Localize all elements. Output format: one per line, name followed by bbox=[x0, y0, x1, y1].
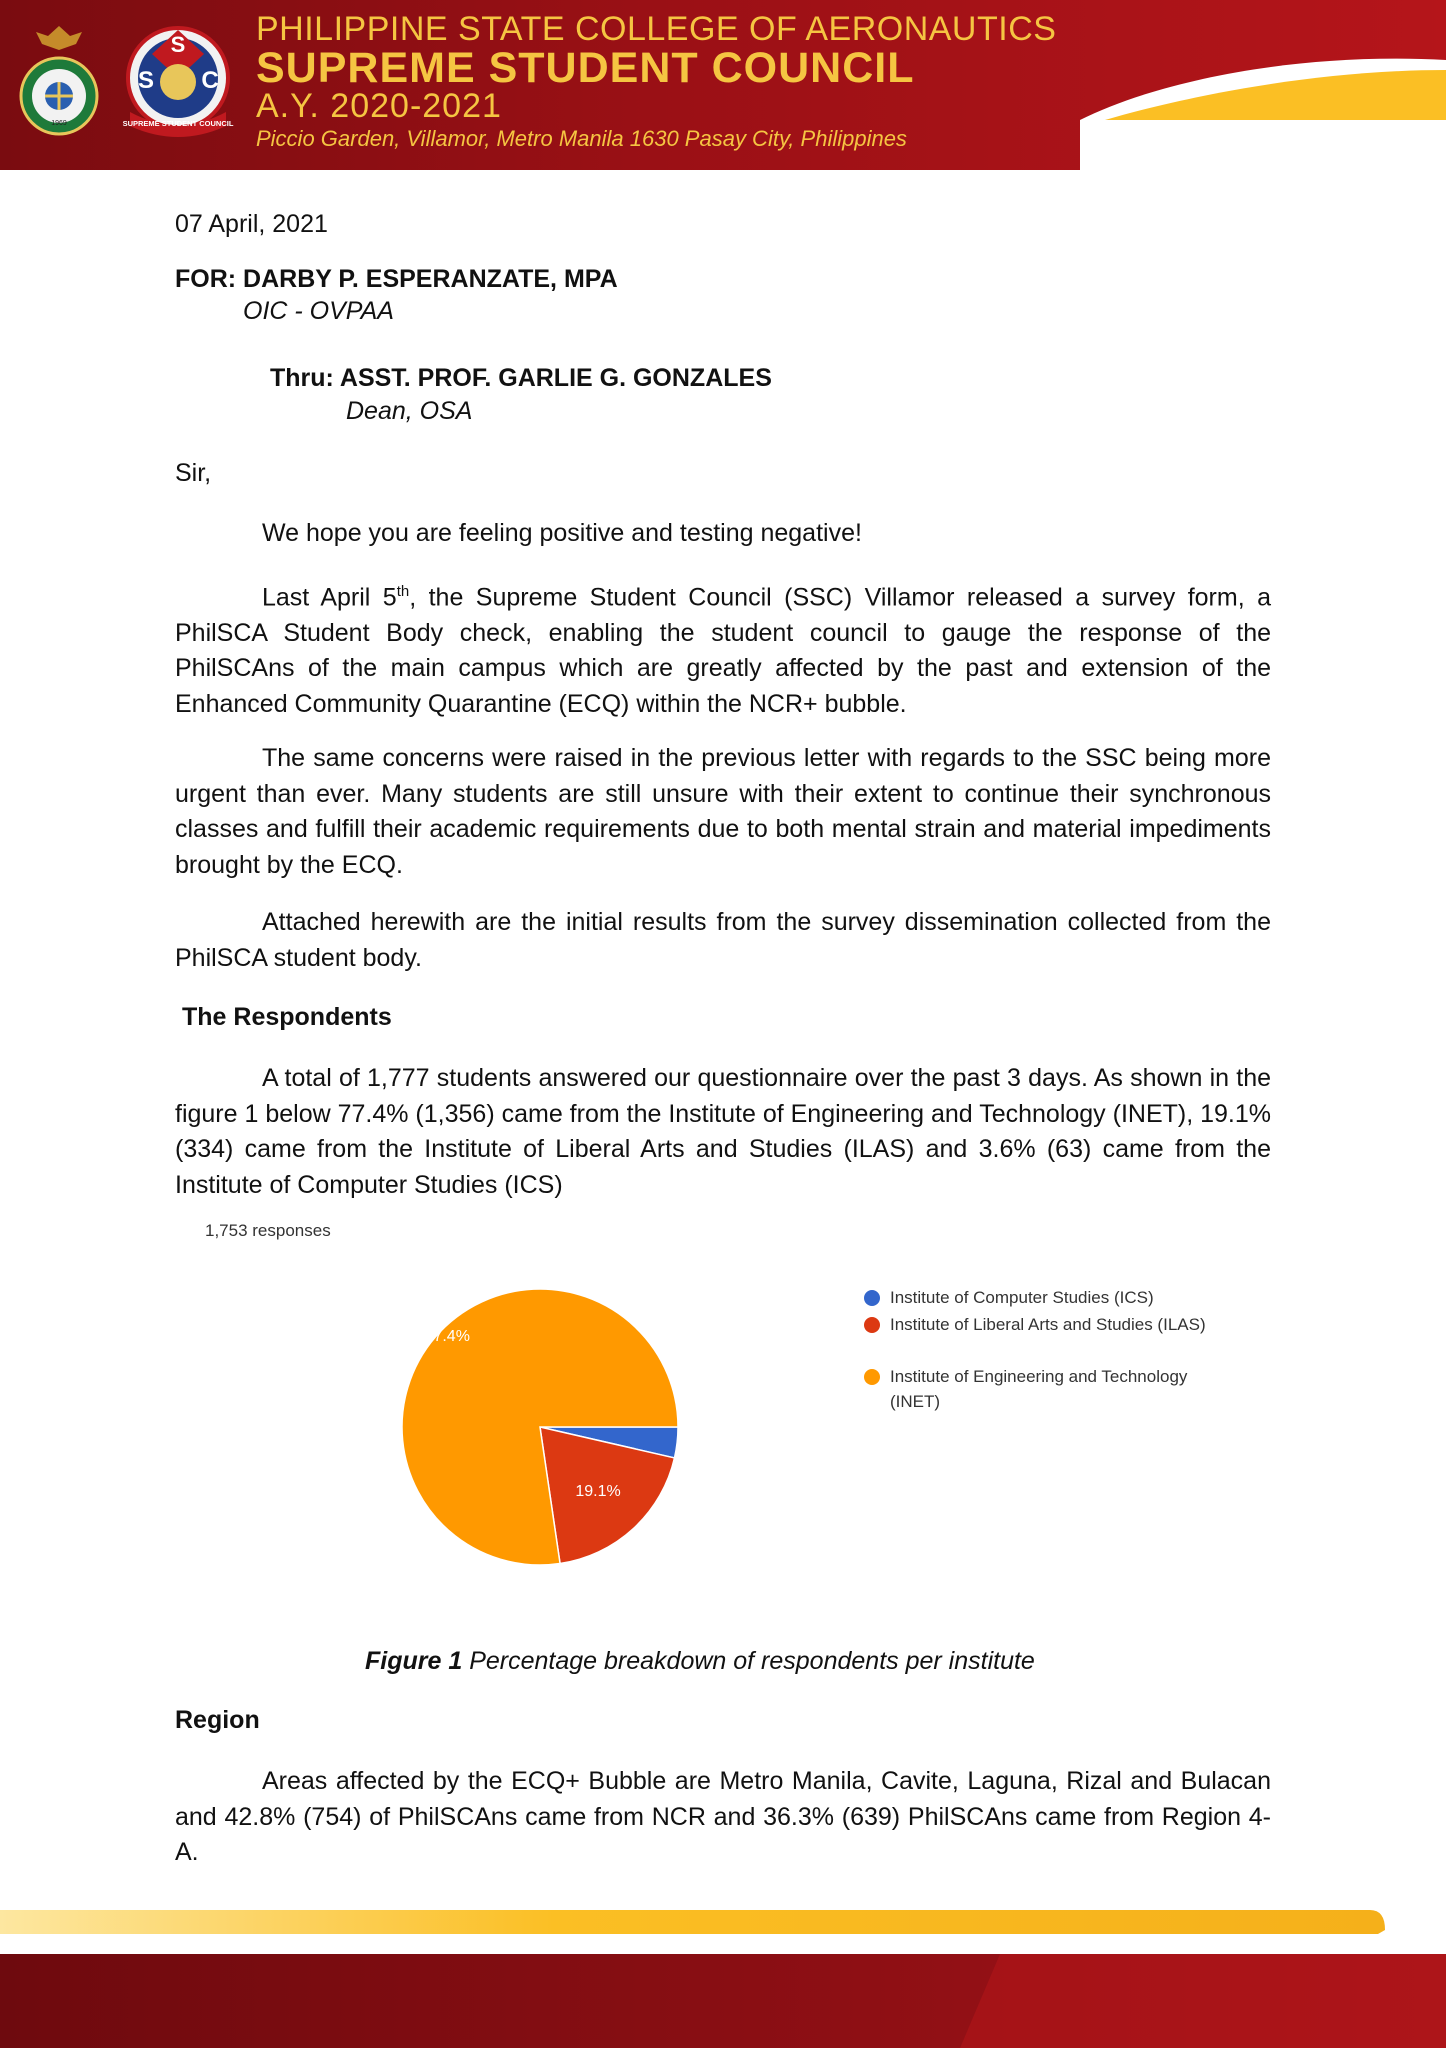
thru-name: Thru: ASST. PROF. GARLIE G. GONZALES bbox=[270, 364, 772, 392]
paragraph-survey-release bbox=[175, 574, 1271, 722]
paragraph-attachment: Attached herewith are the initial results from the survey dissemination collected from the PhilSCA student body. bbox=[175, 908, 1271, 972]
pie-data-label-1: 19.1% bbox=[575, 1482, 621, 1500]
heading-respondents: The Respondents bbox=[182, 1003, 392, 1031]
ssc-logo-ribbon-text: SUPREME STUDENT COUNCIL bbox=[122, 119, 234, 128]
legend-label: Institute of Computer Studies (ICS) bbox=[890, 1288, 1154, 1307]
pie-svg bbox=[360, 1247, 720, 1607]
letterhead-footer bbox=[0, 1900, 1446, 2048]
ssc-logo-letter-left: S bbox=[137, 67, 155, 94]
council-address: Piccio Garden, Villamor, Metro Manila 1630 Pasay City, Philippines bbox=[256, 126, 907, 151]
paragraph-region: Areas affected by the ECQ+ Bubble are Metro Manila, Cavite, Laguna, Rizal and Bulacan and 42.8% (754) of PhilSCAns came from NCR and 36.3% (639) PhilSCAns came from Region 4-A. bbox=[175, 1767, 1271, 1866]
ssc-logo bbox=[116, 18, 240, 142]
thru-title: Dean, OSA bbox=[346, 397, 473, 425]
ssc-logo-letter-top: S bbox=[170, 32, 186, 57]
letterhead bbox=[0, 0, 1446, 170]
ssc-logo-letter-right: C bbox=[201, 67, 219, 94]
recipient-title: OIC - OVPAA bbox=[243, 297, 394, 325]
legend-swatch bbox=[864, 1317, 880, 1333]
paragraph-respondents: A total of 1,777 students answered our questionnaire over the past 3 days. As shown in the figure 1 below 77.4% (1,356) came from the Institute of Engineering and Technology (INET), 19.1% (334) came from the Institute of Liberal Arts and Studies (ILAS) and 3.6% (63) came from the Institute of Computer Studies (ICS) bbox=[175, 1064, 1271, 1199]
college-name: PHILIPPINE STATE COLLEGE OF AERONAUTICS bbox=[256, 10, 1057, 48]
legend-label: Institute of Engineering and Technology (INET) bbox=[890, 1367, 1188, 1411]
figure-caption-label: Figure 1 bbox=[365, 1647, 463, 1675]
seal-year-text: 1969 bbox=[51, 120, 67, 127]
paragraph-survey-release-rest: , the Supreme Student Council (SSC) Villamor released a survey form, a PhilSCA Student Body check, enabling the student council to gauge the response of the PhilSCAns of the main campus which are greatly affected by the past and extension of the Enhanced Community Quarantine (ECQ) within the NCR+ bubble. bbox=[175, 583, 1271, 718]
heading-region: Region bbox=[175, 1706, 260, 1734]
academic-year: A.Y. 2020-2021 bbox=[256, 87, 502, 125]
pie-data-label-2: 77.4% bbox=[424, 1328, 470, 1346]
paragraph-greeting: We hope you are feeling positive and testing negative! bbox=[262, 519, 862, 547]
legend-swatch bbox=[864, 1369, 880, 1385]
respondents-pie-chart bbox=[190, 1212, 1250, 1592]
chart-legend bbox=[864, 1285, 1234, 1435]
paragraph-survey-release-start: Last April 5 bbox=[262, 583, 397, 612]
figure-caption bbox=[365, 1644, 1035, 1680]
chart-title: 1,753 responses bbox=[205, 1221, 331, 1240]
legend-swatch bbox=[864, 1290, 880, 1306]
salutation: Sir, bbox=[175, 459, 212, 487]
council-name: SUPREME STUDENT COUNCIL bbox=[256, 44, 915, 92]
paragraph-concerns: The same concerns were raised in the previous letter with regards to the SSC being more urgent than ever. Many students are still unsure with their extent to continue their synchronous classes and fulfill their academic requirements due to both mental strain and material impediments brought by the ECQ. bbox=[175, 744, 1271, 879]
figure-caption-text: Percentage breakdown of respondents per institute bbox=[462, 1647, 1035, 1675]
legend-label: Institute of Liberal Arts and Studies (ILAS) bbox=[890, 1315, 1206, 1334]
college-seal-logo bbox=[18, 22, 100, 142]
letter-date: 07 April, 2021 bbox=[175, 210, 328, 238]
ordinal-suffix: th bbox=[396, 583, 410, 600]
recipient-name: FOR: DARBY P. ESPERANZATE, MPA bbox=[175, 265, 618, 293]
